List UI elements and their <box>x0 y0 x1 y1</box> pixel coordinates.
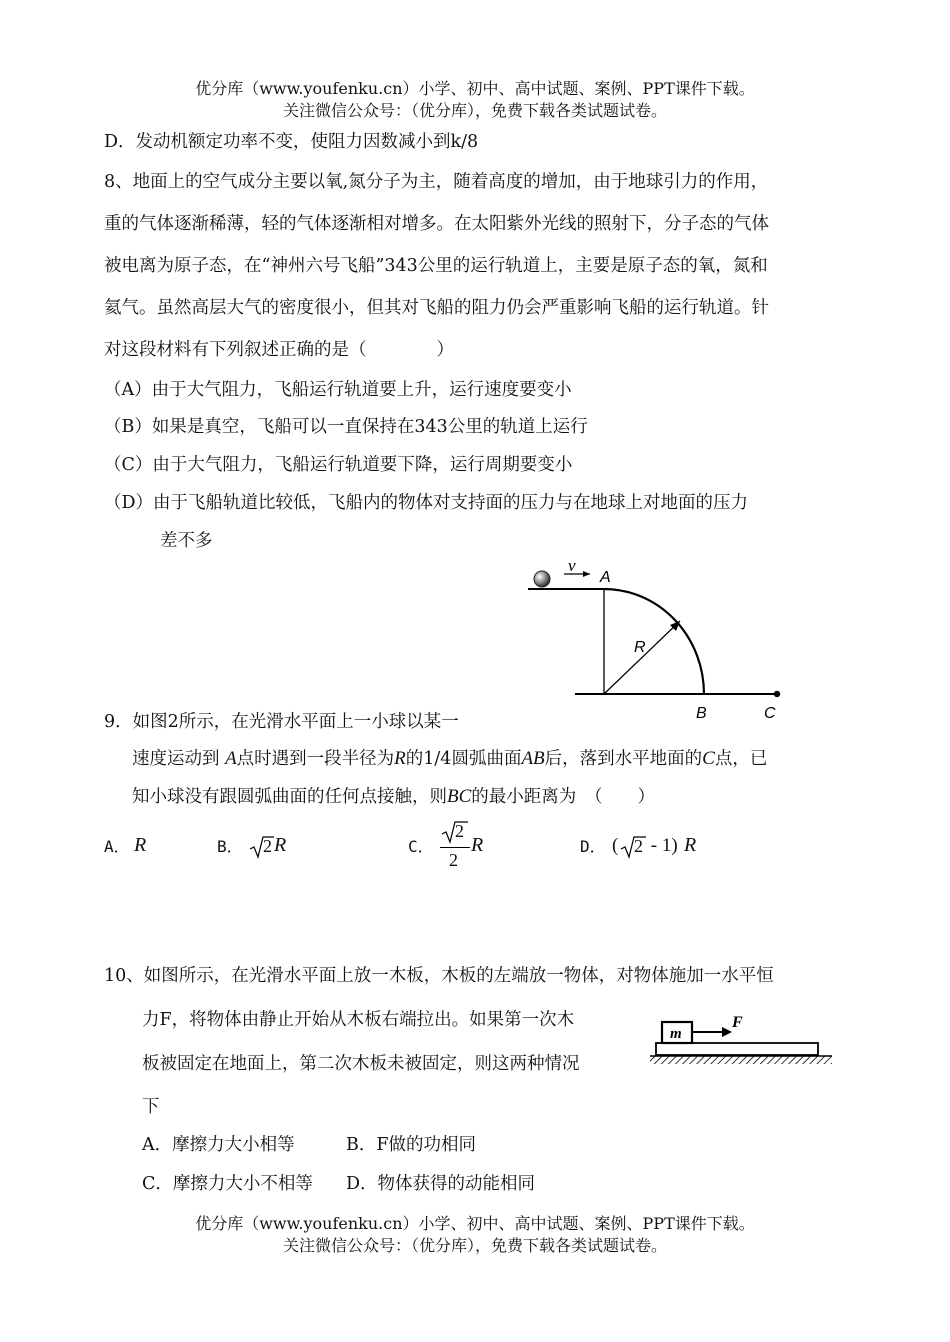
velocity-arrowhead <box>583 571 590 577</box>
label-a: A <box>600 569 611 586</box>
q9-option-a-label: A． <box>104 837 130 856</box>
q10-line-3: 板被固定在地面上，第二次木板未被固定，则这两种情况 <box>142 1054 580 1074</box>
q8-line-2: 重的气体逐渐稀薄，轻的气体逐渐相对增多。在太阳紫外光线的照射下，分子态的气体 <box>104 214 769 234</box>
q8-option-d-line-2: 差不多 <box>160 531 213 551</box>
q10-board-figure <box>648 1006 834 1066</box>
q9-option-d-label: D． <box>580 837 606 856</box>
q10-option-c: C．摩擦力大小不相等 <box>142 1174 313 1194</box>
sqrt-icon <box>248 834 298 860</box>
force-arrowhead <box>722 1027 732 1037</box>
q9-option-b-label: B． <box>217 837 243 856</box>
q7-option-d: D．发动机额定功率不变，使阻力因数减小到k/8 <box>104 132 479 152</box>
wooden-board <box>656 1043 818 1055</box>
q8-line-5: 对这段材料有下列叙述正确的是（ ） <box>104 340 454 360</box>
q9-option-c-value: 2 2 R <box>438 818 498 874</box>
q9-arc-figure <box>520 558 790 728</box>
q10-line-2: 力F，将物体由静止开始从木板右端拉出。如果第一次木 <box>142 1010 575 1030</box>
q10-option-b: B．F做的功相同 <box>346 1135 477 1155</box>
label-v: v <box>568 558 576 575</box>
q9-line-3: 知小球没有跟圆弧曲面的任何点接触，则BC的最小距离为 （ ） <box>132 786 656 807</box>
label-m: m <box>670 1026 682 1042</box>
label-c: C <box>764 705 776 722</box>
q10-line-1: 10、如图所示，在光滑水平面上放一木板，木板的左端放一物体，对物体施加一水平恒 <box>104 966 774 986</box>
header-line-1: 优分库（www.youfenku.cn）小学、初中、高中试题、案例、PPT课件下载。 <box>195 79 755 98</box>
q10-line-4: 下 <box>142 1097 160 1117</box>
q8-option-c: （C）由于大气阻力，飞船运行轨道要下降，运行周期要变小 <box>104 455 573 475</box>
q8-option-a: （A）由于大气阻力，飞船运行轨道要上升，运行速度要变小 <box>104 380 572 400</box>
footer-line-2: 关注微信公众号：（优分库），免费下载各类试题试卷。 <box>282 1236 667 1255</box>
q9-option-d-value: ( 2 - 1) R <box>610 834 710 862</box>
point-c-dot <box>774 691 780 697</box>
q8-line-4: 氦气。虽然高层大气的密度很小，但其对飞船的阻力仍会严重影响飞船的运行轨道。针 <box>104 298 769 318</box>
q9-line-1: 9．如图2所示，在光滑水平面上一小球以某一 <box>104 712 459 732</box>
footer-line-1: 优分库（www.youfenku.cn）小学、初中、高中试题、案例、PPT课件下载。 <box>195 1214 755 1233</box>
q8-option-b: （B）如果是真空，飞船可以一直保持在343公里的轨道上运行 <box>104 417 588 437</box>
fraction-bar <box>440 847 470 848</box>
q10-option-a: A．摩擦力大小相等 <box>142 1135 295 1155</box>
label-b: B <box>696 705 707 722</box>
label-f: F <box>732 1014 743 1031</box>
quarter-arc <box>604 589 704 694</box>
header-line-2: 关注微信公众号：（优分库），免费下载各类试题试卷。 <box>282 101 667 120</box>
label-r: R <box>634 639 646 656</box>
ground-hatch <box>650 1056 832 1064</box>
q8-line-1: 8、地面上的空气成分主要以氧,氮分子为主，随着高度的增加，由于地球引力的作用， <box>104 172 769 192</box>
q9-option-c-label: C． <box>408 837 434 856</box>
q9-line-2: 速度运动到 A点时遇到一段半径为R的1/4圆弧曲面AB后，落到水平地面的C点，已 <box>132 748 768 769</box>
q8-option-d-line-1: （D）由于飞船轨道比较低，飞船内的物体对支持面的压力与在地球上对地面的压力 <box>104 493 749 513</box>
ball-icon <box>534 571 550 587</box>
q10-option-d: D．物体获得的动能相同 <box>346 1174 536 1194</box>
q8-line-3: 被电离为原子态，在“神州六号飞船”343公里的运行轨道上，主要是原子态的氧，氮和 <box>104 256 768 276</box>
radius-arrow <box>604 621 680 694</box>
q9-option-a-value: R <box>134 834 147 856</box>
